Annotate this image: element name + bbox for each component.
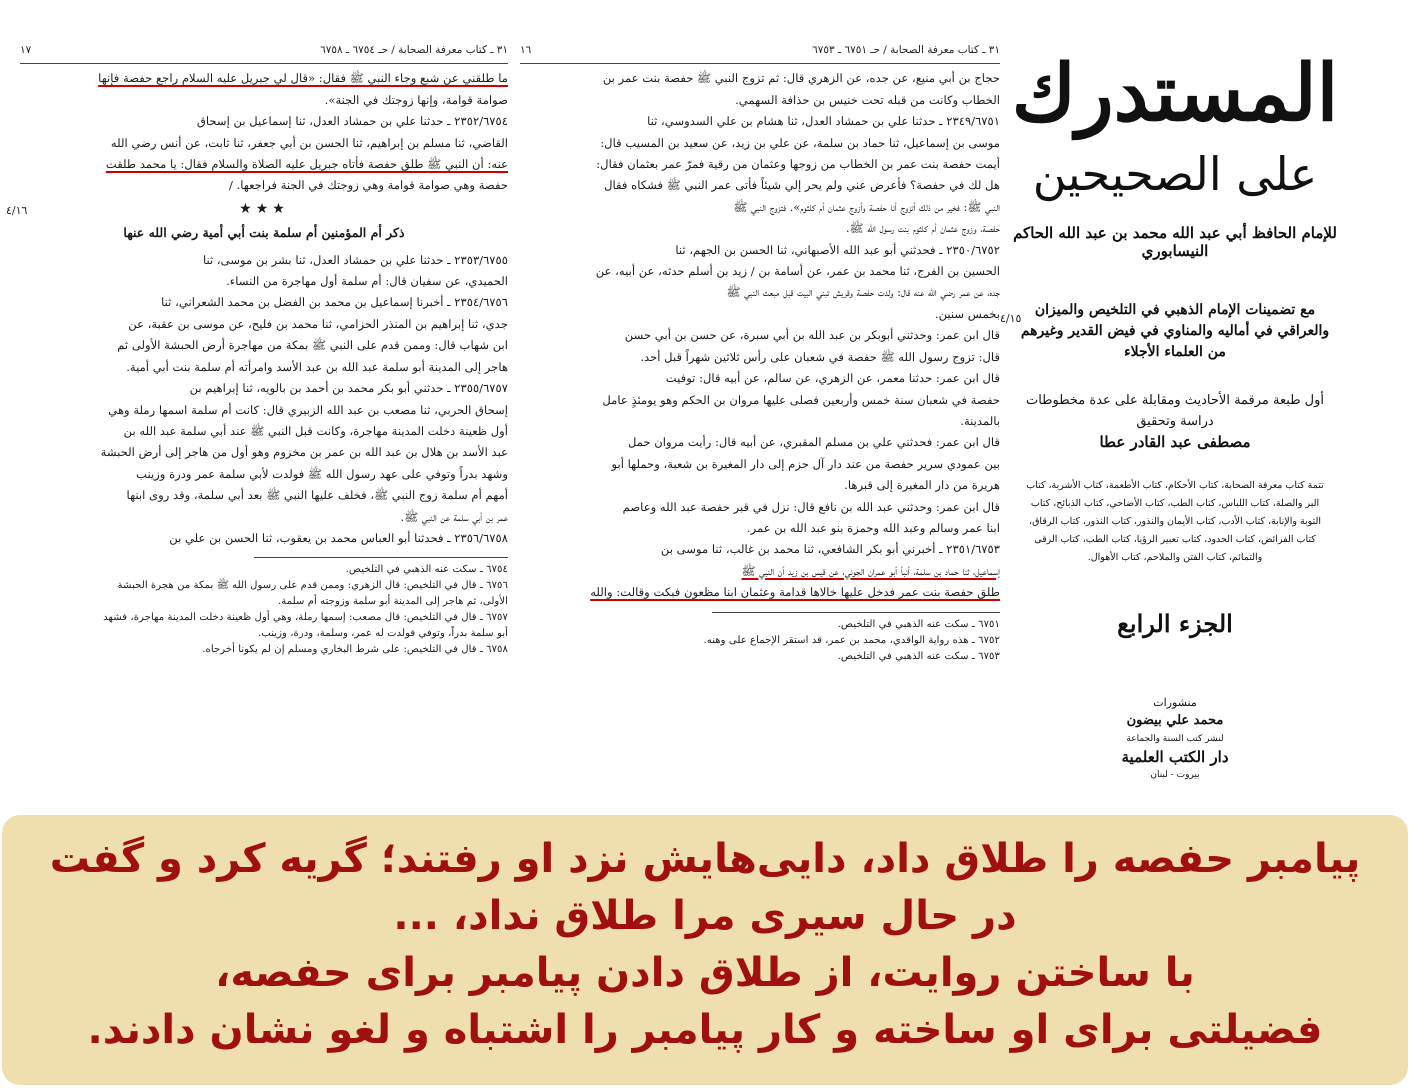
text-line: حفصة وهي صوامة قوامة وهي زوجتك في الجنة فراجعها. / [228, 178, 508, 193]
text-line: موسى بن إسماعيل، ثنا حماد بن سلمة، عن علي بن زيد، عن سعيد بن المسيب قال: [600, 135, 1000, 150]
footnotes [703, 612, 1000, 665]
text-line: ٦٧٥٦ ـ قال في التلخيص: قال الزهري: وممن قدم على رسول الله ﷺ بمكة من هجرة الحبشة [117, 580, 508, 592]
caption-line: فضیلتی برای او ساخته و کار پیامبر را اشتباه و لغو نشان دادند. [87, 1007, 1323, 1053]
margin-page-marker: ٤/١٥ [1000, 312, 1022, 325]
text-line: حجاج بن أبي منيع، عن جده، عن الزهري قال: ثم تزوج النبي ﷺ حفصة بنت عمر بن [602, 71, 1000, 86]
text-line: جدي، ثنا إبراهيم بن المنذر الحزامي، ثنا محمد بن فليح، عن موسى بن عقبة، عن [128, 316, 508, 331]
text-line: ٦٧٥٧ ـ قال في التلخيص: قال مصعب: إسمها رملة، وهي أول ظعينة دخلت المدينة مهاجرة، فشهد [103, 612, 508, 624]
caption-line: با ساختن روایت، از طلاق دادن پیامبر برای حفصه، [215, 950, 1195, 996]
text-line: إسحاق الحربي، ثنا مصعب بن عبد الله الزبيري قال: كانت أم سلمة اسمها رملة وهي [108, 402, 508, 417]
left-book-page [20, 40, 508, 658]
text-line: بالمدينة. [960, 413, 1000, 428]
book-author: للإمام الحافظ أبي عبد الله محمد بن عبد الله الحاكم النيسابوري [1013, 224, 1337, 260]
publisher-name: دار الكتب العلمية [1121, 748, 1229, 766]
text-line: ٦٧٥٤ ـ سكت عنه الذهبي في التلخيص. [345, 564, 508, 576]
text-line: حفصة، وزوج عثمان أم كلثوم بنت رسول الله ﷺ. [845, 221, 1000, 236]
footnotes [103, 557, 508, 658]
text-line: ٢٣٥٣/٦٧٥٥ ـ حدثنا علي بن حمشاد العدل، ثنا بشر بن موسى، ثنا [202, 252, 508, 267]
text-line: هل لك في حفصة؟ فأعرض عني ولم يحر إلي شيئاً فأتى عمر النبي ﷺ فشكاه فقال [604, 178, 1000, 193]
book-annotations-note: مع تضمينات الإمام الذهبي في التلخيص والميزان والعراقي في أماليه والمناوي في فيض القدير وغيرهم من العلماء الأجلاء [1020, 302, 1330, 360]
highlighted-text-line: عنه: أن النبي ﷺ طلق حفصة فأتاه جبريل عليه الصلاة والسلام فقال: يا محمد طلقت [105, 157, 508, 172]
text-line: القاضي، ثنا مسلم بن إبراهيم، ثنا الحسن بن أبي جعفر، ثنا ثابت، عن أنس رضي الله [110, 135, 508, 150]
highlighted-text-line: ما طلقني عن شبع وجاء النبي ﷺ فقال: «قال لي جبريل عليه السلام راجع حفصة فإنها [98, 71, 508, 86]
volume-part: الجزء الرابع [1117, 609, 1233, 638]
text-line: قال: تزوج رسول الله ﷺ حفصة في شعبان على رأس ثلاثين شهراً قبل أحد. [640, 349, 1000, 364]
text-block [520, 68, 1000, 603]
text-line: عمر بن أبي سلمة عن النبي ﷺ. [400, 509, 508, 524]
book-title: المستدرك [1011, 48, 1339, 139]
margin-page-marker: ٤/١٦ [6, 204, 28, 217]
text-line: ٦٧٥٢ ـ هذه رواية الواقدي، محمد بن عمر، قد استقر الإجماع على وهنه. [703, 634, 1000, 646]
text-line: النبي ﷺ: فخير من ذلك أتزوج أنا حفصة وأزوج عثمان أم كلثوم». فتزوج النبي ﷺ [733, 199, 1000, 214]
text-line: بخمس سنين. [934, 306, 1000, 321]
section-divider: ★★★ [239, 200, 289, 217]
highlighted-text-line: طلق حفصة بنت عمر فدخل عليها خالاها قدامة وعثمان ابنا مظعون فبكت وقالت: والله [590, 585, 1000, 600]
caption-line: پیامبر حفصه را طلاق داد، دایی‌هایش نزد او رفتند؛ گریه کرد و گفت [49, 836, 1361, 882]
page-number: ١٧ [20, 44, 32, 56]
text-line: قال ابن عمر: حدثنا معمر، عن الزهري، عن سالم، عن أبيه قال: توفيت [665, 371, 1000, 386]
text-line: وشهد بدراً وتوفي على عهد رسول الله ﷺ فولدت لأبي سلمة عمر ودرة وزينب [136, 466, 508, 481]
text-line: بين عمودي سرير حفصة من عند دار آل حزم إلى دار المغيرة بن شعبة، وحملها أبو [611, 456, 1000, 471]
page-book-heading: ٣١ ـ كتاب معرفة الصحابة / حـ ٦٧٥٤ ـ ٦٧٥٨ [320, 44, 508, 56]
text-line: قال ابن عمر: وحدثني أبوبكر بن عبد الله بن أبي سبرة، عن حسن بن أبي حسن [624, 328, 1000, 343]
page-header [20, 40, 508, 64]
text-line: أيمت حفصة بنت عمر بن الخطاب من زوجها وعثمان من رقية فمرّ عمر بعثمان فقال: [596, 157, 1000, 172]
page-number: ١٦ [520, 44, 532, 56]
text-block [20, 250, 508, 550]
volume-contents: تتمة كتاب معرفة الصحابة، كتاب الأحكام، كتاب الأطعمة، كتاب الأشربة، كتاب البر والصلة، كتاب اللباس، كتاب الطب، كتاب الأضاحي، كتاب الذبائح، كتاب التوبة والإنابة، كتاب الأدب، كتاب الأيمان والنذور، كتاب النذور، كتاب الرقاق، كتاب الفرائض، كتاب الحدود، كتاب تعبير الرؤيا، كتاب الطب، كتاب الرقى والتمائم، كتاب الفتن والملاحم، كتاب الأهوال. [1026, 480, 1324, 563]
section-title: ذكر أم المؤمنين أم سلمة بنت أبي أمية رضي الله عنها [123, 225, 405, 241]
text-line: ابنا عمر وسالم وعبد الله وحمزة بنو عبد الله بن عمر. [746, 520, 1000, 535]
publisher-city: بيروت - لبنان [1150, 770, 1200, 780]
highlighted-text-line: إسماعيل، ثنا حماد بن سلمة، أنبأ أبو عمران الجوني، عن قيس بن زيد أن النبي ﷺ [741, 563, 1000, 578]
study-label: دراسة وتحقيق [1136, 414, 1214, 429]
text-line: ٢٣٥٥/٦٧٥٧ ـ حدثني أبو بكر محمد بن أحمد بن بالويه، ثنا إبراهيم بن [189, 381, 508, 396]
text-line: هاجر إلى المدينة أبو سلمة عبد الله بن عبد الأسد وامرأته أم سلمة بنت أبي أمية. [126, 359, 508, 374]
text-line: أمهم أم سلمة زوج النبي ﷺ، فخلف عليها النبي ﷺ بعد أبي سلمة، وقد روى ابنها [126, 488, 508, 503]
publisher-note: لنشر كتب السنة والجماعة [1126, 734, 1224, 744]
editor-name: مصطفى عبد القادر عطا [1099, 433, 1251, 451]
text-line: ٦٧٥١ ـ سكت عنه الذهبي في التلخيص. [837, 618, 1000, 630]
book-subtitle: على الصحيحين [1032, 147, 1318, 201]
text-line: أول ظعينة دخلت المدينة مهاجرة، وكانت قبل النبي ﷺ عند أبي سلمة عبد الله بن [123, 423, 508, 438]
text-block [20, 68, 508, 196]
text-line: ٦٧٥٣ ـ سكت عنه الذهبي في التلخيص. [837, 650, 1000, 662]
text-line: صوامة قوامة، وإنها زوجتك في الجنة». [324, 92, 508, 107]
page-book-heading: ٣١ ـ كتاب معرفة الصحابة / حـ ٦٧٥١ ـ ٦٧٥٣ [812, 44, 1000, 56]
publisher-label: منشورات [1153, 696, 1197, 709]
page-header [520, 40, 1000, 64]
right-book-page [520, 40, 1000, 665]
text-line: ٢٣٥١/٦٧٥٣ ـ أخبرني أبو بكر الشافعي، ثنا محمد بن غالب، ثنا موسى بن [660, 542, 1000, 557]
text-line: عبد الأسد بن هلال بن عبد الله بن عمر بن مخزوم وهو أول من هاجر إلى أرض الحبشة [100, 445, 508, 460]
book-cover [1010, 40, 1340, 800]
publisher-block [1010, 694, 1340, 784]
text-line: ٢٣٥٦/٦٧٥٨ ـ فحدثنا أبو العباس محمد بن يعقوب، ثنا الحسن بن علي بن [169, 530, 508, 545]
caption-line: در حال سیری مرا طلاق نداد، ... [393, 893, 1017, 939]
text-line: أبو سلمة بدراً، وتوفي فولدت له عمر، وسلمة، ودرة، وزينب. [257, 628, 508, 640]
text-line: ٢٣٥٠/٦٧٥٢ ـ فحدثني أبو عبد الله الأصبهاني، ثنا الحسن بن الجهم، ثنا [675, 242, 1000, 257]
text-line: ٢٣٥٤/٦٧٥٦ ـ أخبرنا إسماعيل بن محمد بن الفضل بن محمد الشعراني، ثنا [161, 295, 508, 310]
text-line: الخطاب وكانت من قبله تحت خنيس بن حذافة السهمي. [735, 92, 1000, 107]
text-line: جده، عن عمر رضي الله عنه قال: ولدت حفصة وقريش تبني البيت قبل مبعث النبي ﷺ [726, 285, 1000, 300]
text-line: الحسين بن الفرج، ثنا محمد بن عمر، عن أسامة بن / زيد بن أسلم حدثه، عن أبيه، عن [595, 264, 1000, 279]
text-line: قال ابن عمر: فحدثني علي بن مسلم المقبري، عن أبيه قال: رأيت مروان حمل [627, 435, 1000, 450]
text-line: الأولى، ثم هاجر إلى المدينة أبو سلمة وزوجته أم سلمة. [278, 596, 508, 608]
caption-box [2, 815, 1408, 1085]
text-line: قال ابن عمر: وحدثني عبد الله بن نافع قال: نزل في قبر حفصة عبد الله وعاصم [622, 499, 1000, 514]
text-line: ٦٧٥٨ ـ قال في التلخيص: على شرط البخاري ومسلم إن لم يكونا أخرجاه. [202, 644, 508, 656]
text-line: ٢٣٤٩/٦٧٥١ ـ حدثنا علي بن حمشاد العدل، ثنا هشام بن علي السدوسي، ثنا [647, 114, 1000, 129]
text-line: حفصة في شعبان سنة خمس وأربعين فصلى عليها مروان بن الحكم وهو يومئذٍ عامل [602, 392, 1000, 407]
edition-note: أول طبعة مرقمة الأحاديث ومقابلة على عدة مخطوطات [1025, 393, 1325, 408]
text-line: ابن شهاب قال: وممن قدم على النبي ﷺ بمكة من مهاجرة أرض الحبشة الأولى ثم [117, 338, 508, 353]
publisher-person: محمد علي بيضون [1126, 713, 1224, 728]
text-line: ٢٣٥٢/٦٧٥٤ ـ حدثنا علي بن حمشاد العدل، ثنا إسماعيل بن إسحاق [196, 114, 508, 129]
text-line: هريرة من دار المغيرة إلى قبرها. [844, 478, 1000, 493]
text-line: الحميدي، عن سفيان قال: أم سلمة أول مهاجرة من النساء. [226, 274, 508, 289]
